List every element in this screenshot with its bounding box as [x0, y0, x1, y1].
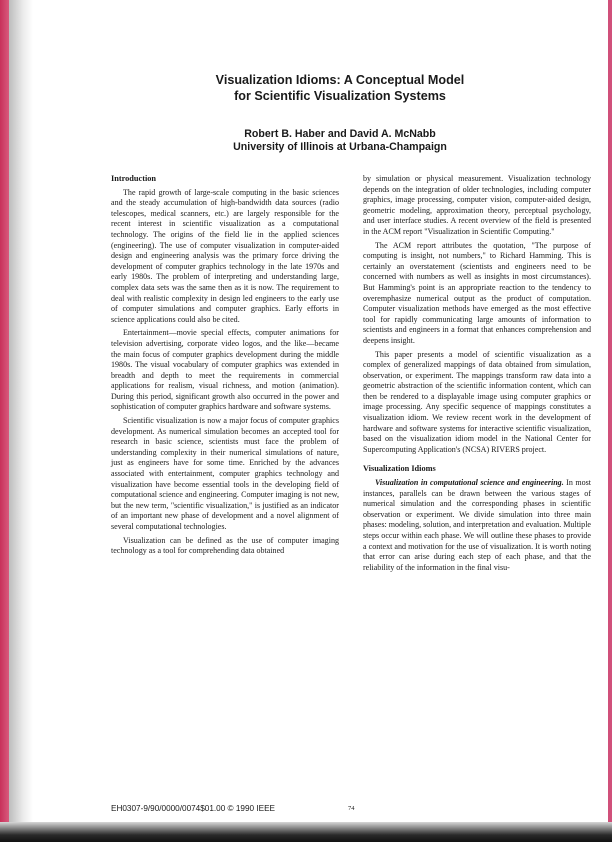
affiliation: University of Illinois at Urbana-Champaign [233, 141, 447, 153]
body-paragraph: The ACM report attributes the quotation, "The purpose of computing is insight, not numbers," to Richard Hamming. This is certainly an overstatement (scientists and engineers need to be concerned with numbers as well as insights in most circumstances). But Hamming's point is an appropriate reaction to the tendency to overemphasize numerical output as the product of computation. Computer visualization methods have emerged as the most effective tool for rapidly communicating large amounts of information to scientists and engineers in a format that enhances comprehension and deepens insight. [363, 240, 591, 345]
body-paragraph: by simulation or physical measurement. Visualization technology depends on the integration of older technologies, including computer graphics, image processing, computer vision, computer-aided design, geometric modeling, approximation theory, perceptual psychology, and user interface studies. A recent overview of the field is presented in the ACM report "Visualization in Scientific Computing." [363, 174, 591, 236]
left-column [111, 174, 339, 560]
section-heading-visualization-idioms: Visualization Idioms [363, 464, 436, 474]
paper-title-line-1: Visualization Idioms: A Conceptual Model [215, 73, 465, 87]
runin-heading: Visualization in computational science and engineering. [375, 478, 564, 488]
page-number: 74 [348, 805, 355, 812]
runin-text: In most instances, parallels can be drawn between the various stages of numerical simulation and the corresponding phases in scientific observation or experiment. We divide simulation into three main phases: modeling, solution, and interpretation and evaluation. Multiple steps occur within each phase. We will outline these phases to provide a context and motivation for the use of visualization. It is worth noting that error can arise during each step of each phase, and that the reliability of the information in the final visu- [363, 478, 591, 572]
scan-border-right [608, 0, 612, 842]
body-paragraph: Scientific visualization is now a major focus of computer graphics development. As numerical simulation becomes an accepted tool for research in basic science, scientists must face the problem of understanding complexity in their numerical simulations of nature, just as engineers have for some time. Enriched by the advances associated with entertainment, computer graphics technology and visualization have become essential tools in the developing field of computational science and engineering. Computer imaging is not new, but the new term, "scientific visualization," is justified as an indicator of an important new phase of development and a novel alignment of several computational technologies. [111, 416, 339, 531]
scan-shadow-left [9, 0, 33, 842]
footer-copyright: EH0307-9/90/0000/0074$01.00 © 1990 IEEE [111, 804, 275, 813]
authors: Robert B. Haber and David A. McNabb [244, 128, 436, 140]
section-heading-introduction: Introduction [111, 174, 157, 183]
body-paragraph: Entertainment—movie special effects, computer animations for television advertising, corporate video logos, and the like—became the main focus of computer graphics development during the middle 1980s. The visual vocabulary of computer graphics was extended in breadth and depth to meet the requirements in commercial applications for realism, visual richness, and motion (animation). During this period, significant growth also occurred in the power and sophistication of computer graphics hardware and software systems. [111, 328, 339, 412]
body-paragraph: This paper presents a model of scientific visualization as a complex of generalized mappings of data obtained from simulation, observation, or experiment. The mappings transform raw data into a geometric abstraction of the scientific information content, which can then be rendered to a displayable image using computer graphics or image processing. Any specific sequence of mappings constitutes a visualization idiom. We review recent work in the development of hardware and software systems for interactive scientific visualization, based on the visualization idiom model in the National Center for Supercomputing Application's (NCSA) RIVERS project. [363, 349, 591, 454]
body-paragraph: The rapid growth of large-scale computing in the basic sciences and the steady accumulation of high-bandwidth data sources (radio telescopes, medical scanners, etc.) are largely responsible for the recent interest in scientific visualization as a computational technology. The origins of the field lie in the applied sciences (engineering). The use of computer visualization in computer-aided design and engineering analysis was the primary force driving the development of computer graphics technology in the late 1970s and early 1980s. The problem of interpreting and understanding large, complex data sets was the same then as it is now. The requirement to deal with realistic complexity in design led engineers to the early use of computer simulations and computer graphics. Early efforts in science applications could also be cited. [111, 187, 339, 324]
scan-bottom-edge [0, 822, 612, 842]
body-paragraph: Visualization can be defined as the use of computer imaging technology as a tool for comprehending data obtained [111, 535, 339, 556]
right-column [363, 174, 591, 576]
scan-border-left [0, 0, 9, 842]
authors-block [100, 128, 580, 154]
paper-title-line-2: for Scientific Visualization Systems [234, 89, 446, 103]
body-paragraph-runin [363, 478, 591, 573]
title-block [100, 72, 580, 154]
